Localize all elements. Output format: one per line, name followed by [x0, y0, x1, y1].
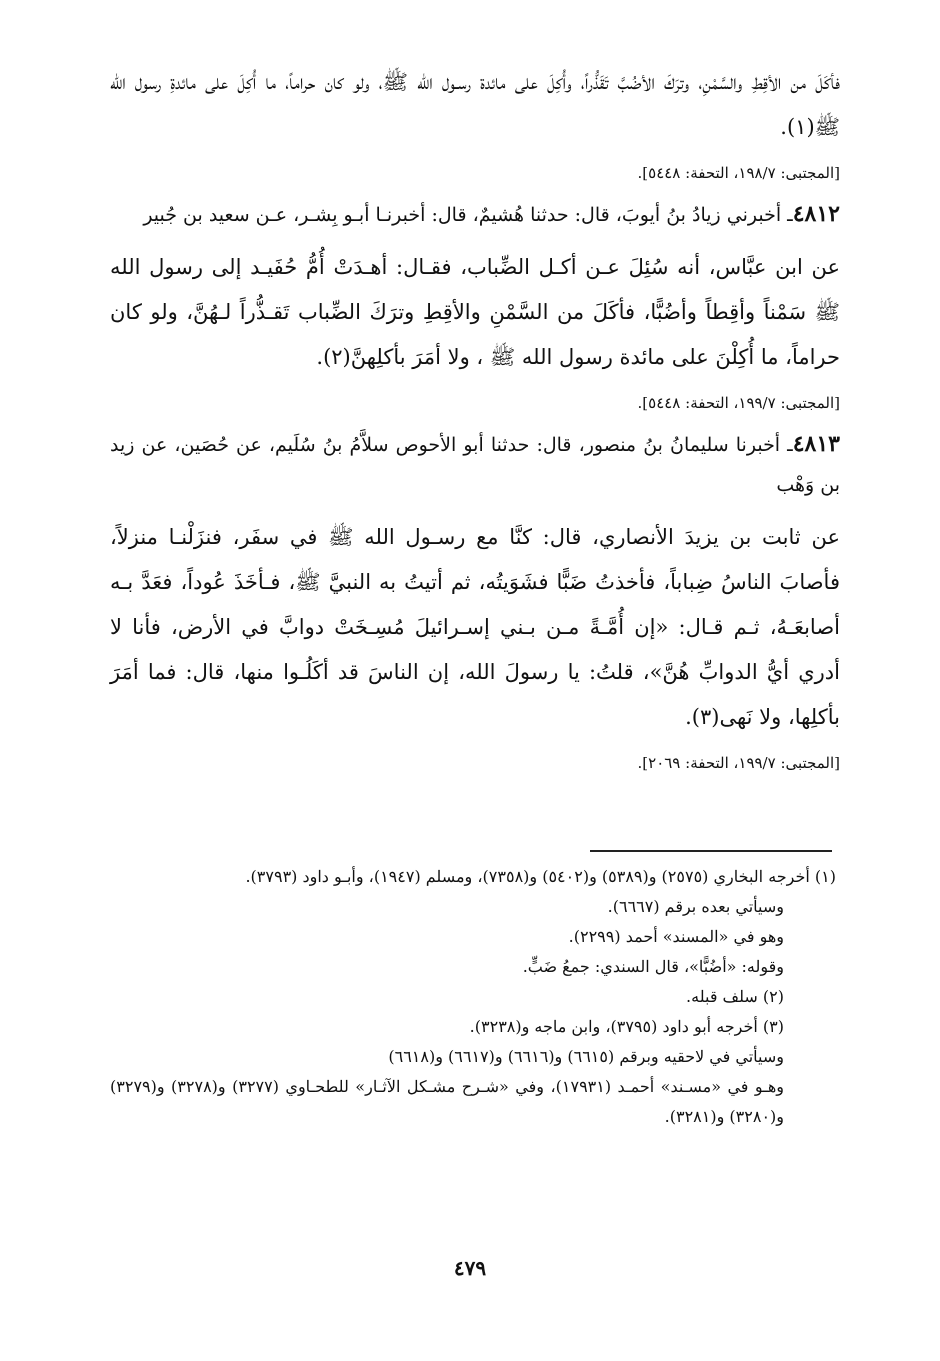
footnote-1-cont-1: وسيأتي بعده برقم (٦٦٦٧).	[607, 897, 784, 916]
footnote-1: (١) أخرجه البخاري (٢٥٧٥) و(٥٣٨٩) و(٥٤٠٢) و(٧٣٥٨)، ومسلم (١٩٤٧)، وأبـو داود (٣٧٩٣).	[245, 867, 836, 886]
footnote-1-cont-2: وهو في «المسند» أحمد (٢٢٩٩).	[568, 927, 784, 946]
footnote-3: (٣) أخرجه أبو داود (٣٧٩٥)، وابن ماجه و(٣٢٣٨).	[469, 1017, 784, 1036]
reference-4813: [المجتبى: ١٩٩/٧، التحفة: ٢٠٦٩].	[637, 754, 840, 772]
hadith-4813-isnad	[110, 424, 840, 505]
reference-4812: [المجتبى: ١٩٩/٧، التحفة: ٥٤٤٨].	[637, 394, 840, 412]
hadith-4813-text: عن ثابت بن يزيدَ الأنصاري، قال: كنَّا مع رسـول الله ﷺ في سفَر، فنزَلْنـا منزلاً، فأصابَ الناسُ ضِباباً، فأخذتُ ضَبًّا فشَوَيتُه، ثم أتيتُ به النبيَّ ﷺ، فـأخَذَ عُوداً، فعَدَّ بـه أصابعَـهُ، ثـم قـال: «إن أُمَّـةً مـن بـني إسـرائيلَ مُسِـخَتْ دوابَّ في الأرض، فأنا لا أدري أيُّ الدوابِّ هُنَّ»، قلتُ: يا رسولَ الله، إن الناسَ قد أكَلُـوا منها، قال: فما أمَرَ بأكلِها، ولا نَهى(٣).	[110, 525, 840, 729]
page-number: ٤٧٩	[453, 1256, 487, 1280]
hadith-4812-isnad	[110, 194, 840, 235]
page-body	[110, 60, 840, 784]
footnote-3-cont-1: وسيأتي في لاحقيه وبرقم (٦٦١٥) و(٦٦١٦) و(٦٦١٧) و(٦٦١٨)	[388, 1047, 784, 1066]
hadith-4812-text: عن ابن عبَّاس، أنه سُئِلَ عـن أكـل الضِّباب، فقـال: أهـدَتْ أُمُّ حُفَيـد إلى رسول الله ﷺ سَمْناً وأقِطاً وأضُبًّا، فأكَلَ من السَّمْنِ والأقِطِ وترَكَ الضِّباب تَقـذُّراً لـهُنَّ، ولو كان حراماً، ما أُكِلْنَ على مائدة رسول الله ﷺ ، ولا أمَرَ بأكلِهنَّ(٢).	[110, 255, 840, 369]
footnote-3-cont-2: وهـو في «مسـند» أحمـد (١٧٩٣١)، وفي «شـرح مشـكل الآثـار» للطحـاوي (٣٢٧٧) و(٣٢٧٨) و(٣٢٧٩) و(٣٢٨٠) و(٣٢٨١).	[110, 1077, 785, 1126]
continuation-paragraph: فأكَلَ من الأقِطِ والسَّمْنِ، وترَكَ الأضُبَّ تَقَذُّراً، وأُكِلَ على مائدة رسـول الله ﷺ، ولو كان حراماً، ما أُكِلَ على مائدةِ رسول الله ﷺ(١).	[110, 70, 840, 139]
hadith-number-4812: ٤٨١٢	[792, 201, 840, 227]
hadith-4813-chain: ـ أخبرنا سليمانُ بنُ منصور، قال: حدثنا أبو الأحوص سلاَّمُ بنُ سُلَيم، عن حُصَين، عن زيد بن وَهْب	[110, 434, 840, 496]
footnotes	[110, 862, 836, 1132]
hadith-number-4813: ٤٨١٣	[792, 431, 840, 457]
hadith-4812-chain: ـ أخبرني زيادُ بنُ أيوبَ، قال: حدثنا هُشيمٌ، قال: أخبرنـا أبـو بِشـر، عـن سعيد بن جُبير	[143, 204, 793, 226]
reference-4811: [المجتبى: ١٩٨/٧، التحفة: ٥٤٤٨].	[637, 164, 840, 182]
footnote-divider	[590, 850, 832, 852]
footnote-2: (٢) سلف قبله.	[686, 987, 784, 1006]
footnote-1-cont-3: وقوله: «أضُبًّا»، قال السندي: جمعُ ضَبٍّ.	[522, 957, 784, 976]
